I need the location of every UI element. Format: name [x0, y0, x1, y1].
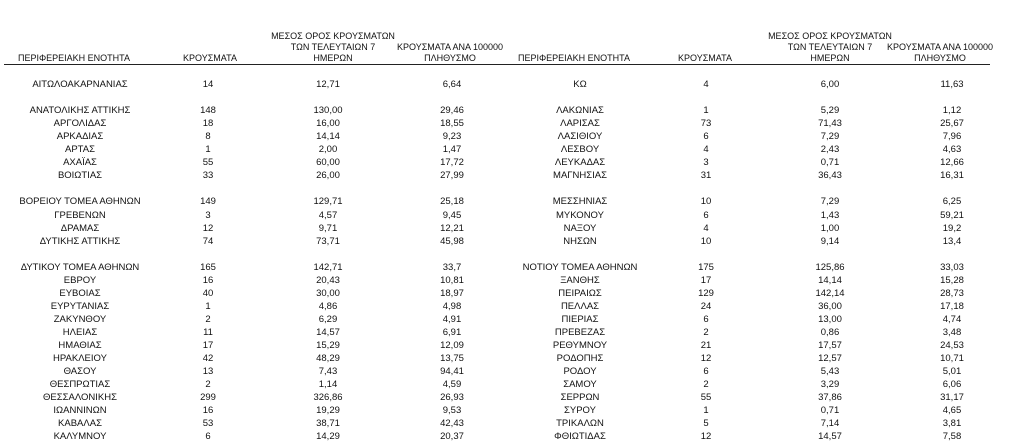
table-row: [0, 144, 1024, 156]
region-name: ΝΗΣΩΝ: [563, 236, 597, 247]
per-100k-value: 11,63: [940, 79, 964, 90]
table-row: [0, 288, 1024, 300]
table-row: [0, 118, 1024, 130]
cases-value: 6: [703, 131, 709, 142]
avg-7day-value: 48,29: [316, 353, 340, 364]
avg-7day-value: 73,71: [316, 236, 340, 247]
per-100k-value: 4,74: [942, 314, 962, 325]
avg-7day-value: 142,71: [313, 262, 343, 273]
header-7day-average: ΜΕΣΟΣ ΟΡΟΣ ΚΡΟΥΣΜΑΤΩΝ ΤΩΝ ΤΕΛΕΥΤΑΙΩΝ 7 ΗΜΕΡΩΝ: [271, 31, 395, 63]
avg-7day-value: 12,71: [316, 79, 340, 90]
region-name: ΑΝΑΤΟΛΙΚΗΣ ΑΤΤΙΚΗΣ: [29, 105, 131, 116]
table-row: [0, 262, 1024, 274]
cases-value: 55: [202, 157, 214, 168]
region-name: ΣΕΡΡΩΝ: [560, 392, 600, 403]
per-100k-value: 10,81: [440, 275, 464, 286]
avg-7day-value: 326,86: [313, 392, 343, 403]
per-100k-value: 33,03: [940, 262, 964, 273]
cases-value: 17: [700, 275, 712, 286]
table-row: [0, 223, 1024, 235]
cases-value: 149: [200, 196, 216, 207]
region-name: ΗΡΑΚΛΕΙΟΥ: [53, 353, 107, 364]
cases-value: 4: [703, 79, 709, 90]
per-100k-value: 6,91: [442, 327, 462, 338]
per-100k-value: 6,25: [942, 196, 962, 207]
cases-value: 24: [700, 301, 712, 312]
cases-value: 13: [202, 366, 214, 377]
region-name: ΜΑΓΝΗΣΙΑΣ: [553, 170, 607, 181]
per-100k-value: 9,45: [442, 210, 462, 221]
table-row: [0, 210, 1024, 222]
region-name: ΔΡΑΜΑΣ: [60, 223, 100, 234]
header-divider: [4, 64, 990, 65]
avg-7day-value: 7,14: [820, 418, 840, 429]
cases-value: 11: [203, 327, 213, 338]
per-100k-value: 18,55: [440, 118, 464, 129]
avg-7day-value: 2,00: [318, 144, 338, 155]
cases-value: 4: [703, 223, 709, 234]
per-100k-value: 45,98: [440, 236, 464, 247]
avg-7day-value: 36,00: [818, 301, 842, 312]
region-name: ΝΟΤΙΟΥ ΤΟΜΕΑ ΑΘΗΝΩΝ: [522, 262, 638, 273]
region-name: ΑΡΓΟΛΙΔΑΣ: [53, 118, 107, 129]
per-100k-value: 19,2: [942, 223, 962, 234]
region-name: ΑΡΤΑΣ: [65, 144, 95, 155]
per-100k-value: 42,43: [440, 418, 464, 429]
per-100k-value: 18,97: [440, 288, 464, 299]
region-name: ΛΑΚΩΝΙΑΣ: [556, 105, 604, 116]
avg-7day-value: 14,29: [316, 431, 340, 442]
per-100k-value: 3,48: [942, 327, 962, 338]
cases-value: 165: [200, 262, 216, 273]
cases-value: 73: [700, 118, 712, 129]
per-100k-value: 7,58: [942, 431, 962, 442]
cases-value: 5: [703, 418, 709, 429]
region-name: ΘΕΣΣΑΛΟΝΙΚΗΣ: [43, 392, 117, 403]
per-100k-value: 6,06: [942, 379, 962, 390]
per-100k-value: 3,81: [942, 418, 962, 429]
per-100k-value: 12,21: [440, 223, 464, 234]
avg-7day-value: 36,43: [818, 170, 842, 181]
table-row: [0, 392, 1024, 404]
table-row: [0, 327, 1024, 339]
table-row: [0, 366, 1024, 378]
table-row: [0, 405, 1024, 417]
avg-7day-value: 0,86: [820, 327, 840, 338]
per-100k-value: 27,99: [440, 170, 464, 181]
header-cases-per-100k: ΚΡΟΥΣΜΑΤΑ ΑΝΑ 100000 ΠΛΗΘΥΣΜΟ: [397, 42, 503, 63]
per-100k-value: 33,7: [442, 262, 462, 273]
region-name: ΡΟΔΟΠΗΣ: [556, 353, 604, 364]
cases-value: 12: [700, 353, 712, 364]
table-row: [0, 157, 1024, 169]
avg-7day-value: 1,43: [820, 210, 840, 221]
per-100k-value: 28,73: [940, 288, 964, 299]
avg-7day-value: 4,86: [318, 301, 338, 312]
per-100k-value: 24,53: [940, 340, 964, 351]
cases-value: 10: [700, 236, 712, 247]
header-region-right: ΠΕΡΙΦΕΡΕΙΑΚΗ ΕΝΟΤΗΤΑ: [517, 53, 631, 63]
avg-7day-value: 6,29: [318, 314, 338, 325]
per-100k-value: 16,31: [940, 170, 964, 181]
avg-7day-value: 30,00: [316, 288, 340, 299]
per-100k-value: 17,18: [940, 301, 964, 312]
cases-value: 1: [703, 105, 709, 116]
per-100k-value: 1,47: [442, 144, 462, 155]
region-name: ΞΑΝΘΗΣ: [560, 275, 600, 286]
table-row: [0, 105, 1024, 117]
per-100k-value: 13,75: [440, 353, 464, 364]
per-100k-value: 25,67: [940, 118, 964, 129]
header-region: ΠΕΡΙΦΕΡΕΙΑΚΗ ΕΝΟΤΗΤΑ: [17, 53, 131, 63]
region-name: ΖΑΚΥΝΘΟΥ: [53, 314, 107, 325]
region-name: ΠΕΛΛΑΣ: [560, 301, 600, 312]
cases-value: 2: [205, 379, 211, 390]
region-name: ΑΙΤΩΛΟΑΚΑΡΝΑΝΙΑΣ: [32, 79, 128, 90]
avg-7day-value: 7,29: [820, 131, 840, 142]
region-name: ΠΕΙΡΑΙΩΣ: [558, 288, 602, 299]
cases-value: 40: [202, 288, 214, 299]
per-100k-value: 4,65: [942, 405, 962, 416]
header-7day-average-right: ΜΕΣΟΣ ΟΡΟΣ ΚΡΟΥΣΜΑΤΩΝ ΤΩΝ ΤΕΛΕΥΤΑΙΩΝ 7 ΗΜΕΡΩΝ: [768, 31, 892, 63]
region-name: ΣΑΜΟΥ: [563, 379, 597, 390]
per-100k-value: 6,64: [442, 79, 462, 90]
avg-7day-value: 13,00: [818, 314, 842, 325]
avg-7day-value: 125,86: [815, 262, 845, 273]
per-100k-value: 10,71: [940, 353, 964, 364]
cases-value: 3: [703, 157, 709, 168]
cases-value: 16: [202, 405, 214, 416]
table-row: [0, 314, 1024, 326]
region-name: ΛΑΡΙΣΑΣ: [560, 118, 600, 129]
region-name: ΚΑΛΥΜΝΟΥ: [53, 431, 107, 442]
table-row: [0, 418, 1024, 430]
table-row: [0, 301, 1024, 313]
cases-value: 1: [703, 405, 709, 416]
avg-7day-value: 38,71: [316, 418, 340, 429]
avg-7day-value: 7,43: [318, 366, 338, 377]
region-name: ΕΒΡΟΥ: [63, 275, 97, 286]
cases-value: 148: [200, 105, 216, 116]
region-name: ΘΕΣΠΡΩΤΙΑΣ: [49, 379, 111, 390]
cases-value: 6: [205, 431, 211, 442]
region-name: ΝΑΞΟΥ: [563, 223, 597, 234]
per-100k-value: 29,46: [440, 105, 464, 116]
region-name: ΠΡΕΒΕΖΑΣ: [554, 327, 606, 338]
avg-7day-value: 3,29: [820, 379, 840, 390]
region-name: ΡΕΘΥΜΝΟΥ: [552, 340, 608, 351]
avg-7day-value: 6,00: [820, 79, 840, 90]
cases-value: 12: [202, 223, 214, 234]
per-100k-value: 9,23: [442, 131, 462, 142]
cases-value: 175: [698, 262, 714, 273]
cases-value: 2: [703, 327, 709, 338]
cases-value: 55: [700, 392, 712, 403]
region-name: ΡΟΔΟΥ: [563, 366, 597, 377]
per-100k-value: 5,01: [942, 366, 962, 377]
table-row: [0, 131, 1024, 143]
avg-7day-value: 60,00: [316, 157, 340, 168]
region-name: ΣΥΡΟΥ: [564, 405, 596, 416]
per-100k-value: 20,37: [440, 431, 464, 442]
avg-7day-value: 0,71: [820, 405, 840, 416]
region-name: ΜΥΚΟΝΟΥ: [556, 210, 604, 221]
avg-7day-value: 20,43: [316, 275, 340, 286]
cases-value: 74: [202, 236, 214, 247]
cases-value: 12: [700, 431, 712, 442]
cases-value: 129: [698, 288, 714, 299]
region-name: ΑΧΑΪΑΣ: [63, 157, 97, 168]
per-100k-value: 13,4: [942, 236, 962, 247]
region-name: ΦΘΙΩΤΙΔΑΣ: [554, 431, 606, 442]
table-row: [0, 196, 1024, 208]
region-name: ΕΥΡΥΤΑΝΙΑΣ: [50, 301, 110, 312]
cases-value: 18: [202, 118, 214, 129]
region-name: ΕΥΒΟΙΑΣ: [59, 288, 101, 299]
region-name: ΘΑΣΟΥ: [63, 366, 97, 377]
cases-value: 17: [202, 340, 214, 351]
per-100k-value: 1,12: [942, 105, 962, 116]
region-name: ΜΕΣΣΗΝΙΑΣ: [552, 196, 608, 207]
region-name: ΛΑΣΙΘΙΟΥ: [557, 131, 603, 142]
avg-7day-value: 5,43: [820, 366, 840, 377]
cases-value: 31: [700, 170, 712, 181]
region-name: ΛΕΣΒΟΥ: [560, 144, 600, 155]
avg-7day-value: 19,29: [316, 405, 340, 416]
per-100k-value: 94,41: [440, 366, 464, 377]
avg-7day-value: 17,57: [818, 340, 842, 351]
cases-value: 42: [202, 353, 214, 364]
avg-7day-value: 14,57: [316, 327, 340, 338]
cases-value: 6: [703, 314, 709, 325]
header-cases-right: ΚΡΟΥΣΜΑΤΑ: [678, 53, 732, 63]
avg-7day-value: 130,00: [313, 105, 343, 116]
avg-7day-value: 16,00: [316, 118, 340, 129]
table-row: [0, 340, 1024, 352]
table-row: [0, 431, 1024, 443]
region-name: ΓΡΕΒΕΝΩΝ: [54, 210, 106, 221]
cases-value: 1: [205, 301, 211, 312]
avg-7day-value: 14,14: [316, 131, 340, 142]
per-100k-value: 9,53: [442, 405, 462, 416]
avg-7day-value: 14,14: [818, 275, 842, 286]
avg-7day-value: 7,29: [820, 196, 840, 207]
cases-value: 2: [205, 314, 211, 325]
cases-value: 1: [205, 144, 211, 155]
per-100k-value: 25,18: [440, 196, 464, 207]
cases-value: 33: [202, 170, 214, 181]
header-cases: ΚΡΟΥΣΜΑΤΑ: [183, 53, 237, 63]
cases-value: 6: [703, 210, 709, 221]
avg-7day-value: 14,57: [818, 431, 842, 442]
region-name: ΚΑΒΑΛΑΣ: [58, 418, 102, 429]
avg-7day-value: 142,14: [815, 288, 845, 299]
per-100k-value: 15,28: [940, 275, 964, 286]
table-row: [0, 275, 1024, 287]
table-row: [0, 379, 1024, 391]
per-100k-value: 4,63: [942, 144, 962, 155]
per-100k-value: 7,96: [942, 131, 962, 142]
region-name: ΤΡΙΚΑΛΩΝ: [556, 418, 604, 429]
per-100k-value: 12,09: [440, 340, 464, 351]
avg-7day-value: 37,86: [818, 392, 842, 403]
region-name: ΑΡΚΑΔΙΑΣ: [56, 131, 104, 142]
avg-7day-value: 15,29: [316, 340, 340, 351]
avg-7day-value: 4,57: [318, 210, 338, 221]
per-100k-value: 26,93: [440, 392, 464, 403]
cases-value: 10: [700, 196, 712, 207]
table-row: [0, 79, 1024, 91]
region-name: ΙΩΑΝΝΙΝΩΝ: [53, 405, 107, 416]
cases-value: 8: [205, 131, 211, 142]
region-name: ΗΜΑΘΙΑΣ: [58, 340, 102, 351]
avg-7day-value: 5,29: [820, 105, 840, 116]
region-name: ΗΛΕΙΑΣ: [62, 327, 98, 338]
region-name: ΛΕΥΚΑΔΑΣ: [554, 157, 606, 168]
per-100k-value: 4,91: [442, 314, 462, 325]
avg-7day-value: 12,57: [818, 353, 842, 364]
avg-7day-value: 0,71: [820, 157, 840, 168]
per-100k-value: 4,98: [442, 301, 462, 312]
region-name: ΒΟΡΕΙΟΥ ΤΟΜΕΑ ΑΘΗΝΩΝ: [19, 196, 141, 207]
cases-value: 6: [703, 366, 709, 377]
region-name: ΔΥΤΙΚΟΥ ΤΟΜΕΑ ΑΘΗΝΩΝ: [20, 262, 140, 273]
avg-7day-value: 9,14: [820, 236, 840, 247]
cases-value: 3: [205, 210, 211, 221]
per-100k-value: 4,59: [442, 379, 462, 390]
avg-7day-value: 1,00: [820, 223, 840, 234]
per-100k-value: 12,66: [940, 157, 964, 168]
avg-7day-value: 1,14: [318, 379, 338, 390]
table-row: [0, 170, 1024, 182]
avg-7day-value: 129,71: [313, 196, 343, 207]
cases-value: 4: [703, 144, 709, 155]
region-name: ΠΙΕΡΙΑΣ: [561, 314, 599, 325]
region-name: ΚΩ: [573, 79, 587, 90]
table-row: [0, 353, 1024, 365]
region-name: ΔΥΤΙΚΗΣ ΑΤΤΙΚΗΣ: [39, 236, 121, 247]
cases-value: 14: [202, 79, 214, 90]
per-100k-value: 17,72: [440, 157, 464, 168]
avg-7day-value: 71,43: [818, 118, 842, 129]
region-name: ΒΟΙΩΤΙΑΣ: [57, 170, 103, 181]
cases-value: 16: [202, 275, 214, 286]
per-100k-value: 31,17: [940, 392, 964, 403]
table-row: [0, 236, 1024, 248]
cases-value: 21: [700, 340, 712, 351]
avg-7day-value: 2,43: [820, 144, 840, 155]
cases-value: 299: [200, 392, 216, 403]
avg-7day-value: 26,00: [316, 170, 340, 181]
cases-value: 53: [202, 418, 214, 429]
header-cases-per-100k-right: ΚΡΟΥΣΜΑΤΑ ΑΝΑ 100000 ΠΛΗΘΥΣΜΟ: [887, 42, 993, 63]
avg-7day-value: 9,71: [318, 223, 338, 234]
cases-value: 2: [703, 379, 709, 390]
per-100k-value: 59,21: [940, 210, 964, 221]
